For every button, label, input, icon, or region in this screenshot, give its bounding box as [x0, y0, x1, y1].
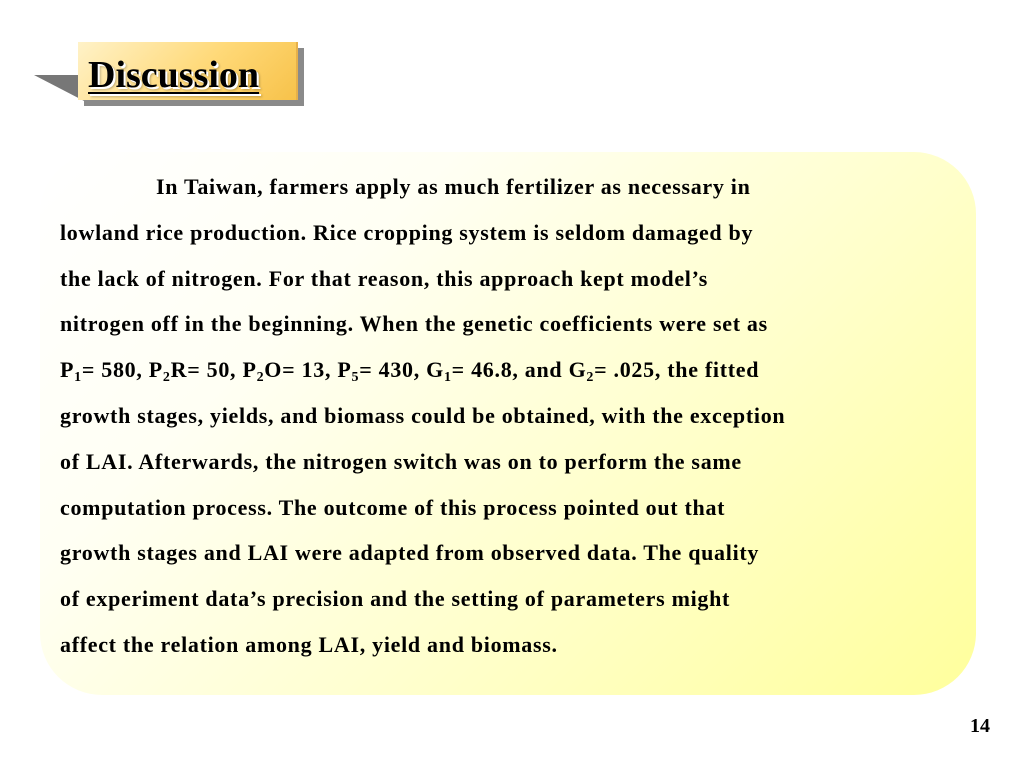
coef-letter: P [337, 357, 352, 383]
coef-subscript: 2 [162, 370, 171, 386]
paragraph-line: growth stages, yields, and biomass could be obtained, with the exception [60, 402, 786, 428]
slide-title: Discussion [88, 54, 260, 96]
paragraph-line: affect the relation among LAI, yield and biomass. [60, 631, 558, 657]
paragraph-line: computation process. The outcome of this process pointed out that [60, 494, 726, 520]
coef-letter: P [242, 357, 257, 383]
coef-subscript: 2 [586, 370, 595, 386]
paragraph-line: of experiment data’s precision and the setting of parameters might [60, 586, 731, 612]
paragraph-line: the lack of nitrogen. For that reason, this approach kept model’s [60, 265, 709, 291]
paragraph-line: nitrogen off in the beginning. When the genetic coefficients were set as [60, 311, 768, 337]
coef-subscript: 1 [74, 370, 82, 386]
coef-text: = 580, [81, 357, 149, 383]
coef-text: = .025, the fitted [594, 357, 760, 383]
paragraph-line: In Taiwan, farmers apply as much fertilizer as necessary in [156, 174, 751, 199]
coef-text: O= 13, [264, 357, 338, 383]
page-number: 14 [970, 715, 990, 737]
coef-text: R= 50, [170, 357, 243, 383]
discussion-paragraph [60, 164, 970, 668]
coef-subscript: 2 [256, 370, 265, 386]
coef-text: = 46.8, and [451, 357, 569, 383]
paragraph-line: of LAI. Afterwards, the nitrogen switch was on to perform the same [60, 448, 742, 474]
coef-letter: P [148, 357, 163, 383]
coef-letter: P [60, 357, 75, 383]
coef-subscript: 1 [443, 370, 452, 386]
paragraph-line: growth stages and LAI were adapted from observed data. The quality [60, 540, 760, 566]
coef-subscript: 5 [351, 370, 360, 386]
coefficient-line [60, 347, 970, 393]
paragraph-line: lowland rice production. Rice cropping system is seldom damaged by [60, 219, 754, 245]
coef-text: = 430, [359, 357, 427, 383]
coef-letter: G [568, 357, 587, 383]
coef-letter: G [426, 357, 444, 383]
